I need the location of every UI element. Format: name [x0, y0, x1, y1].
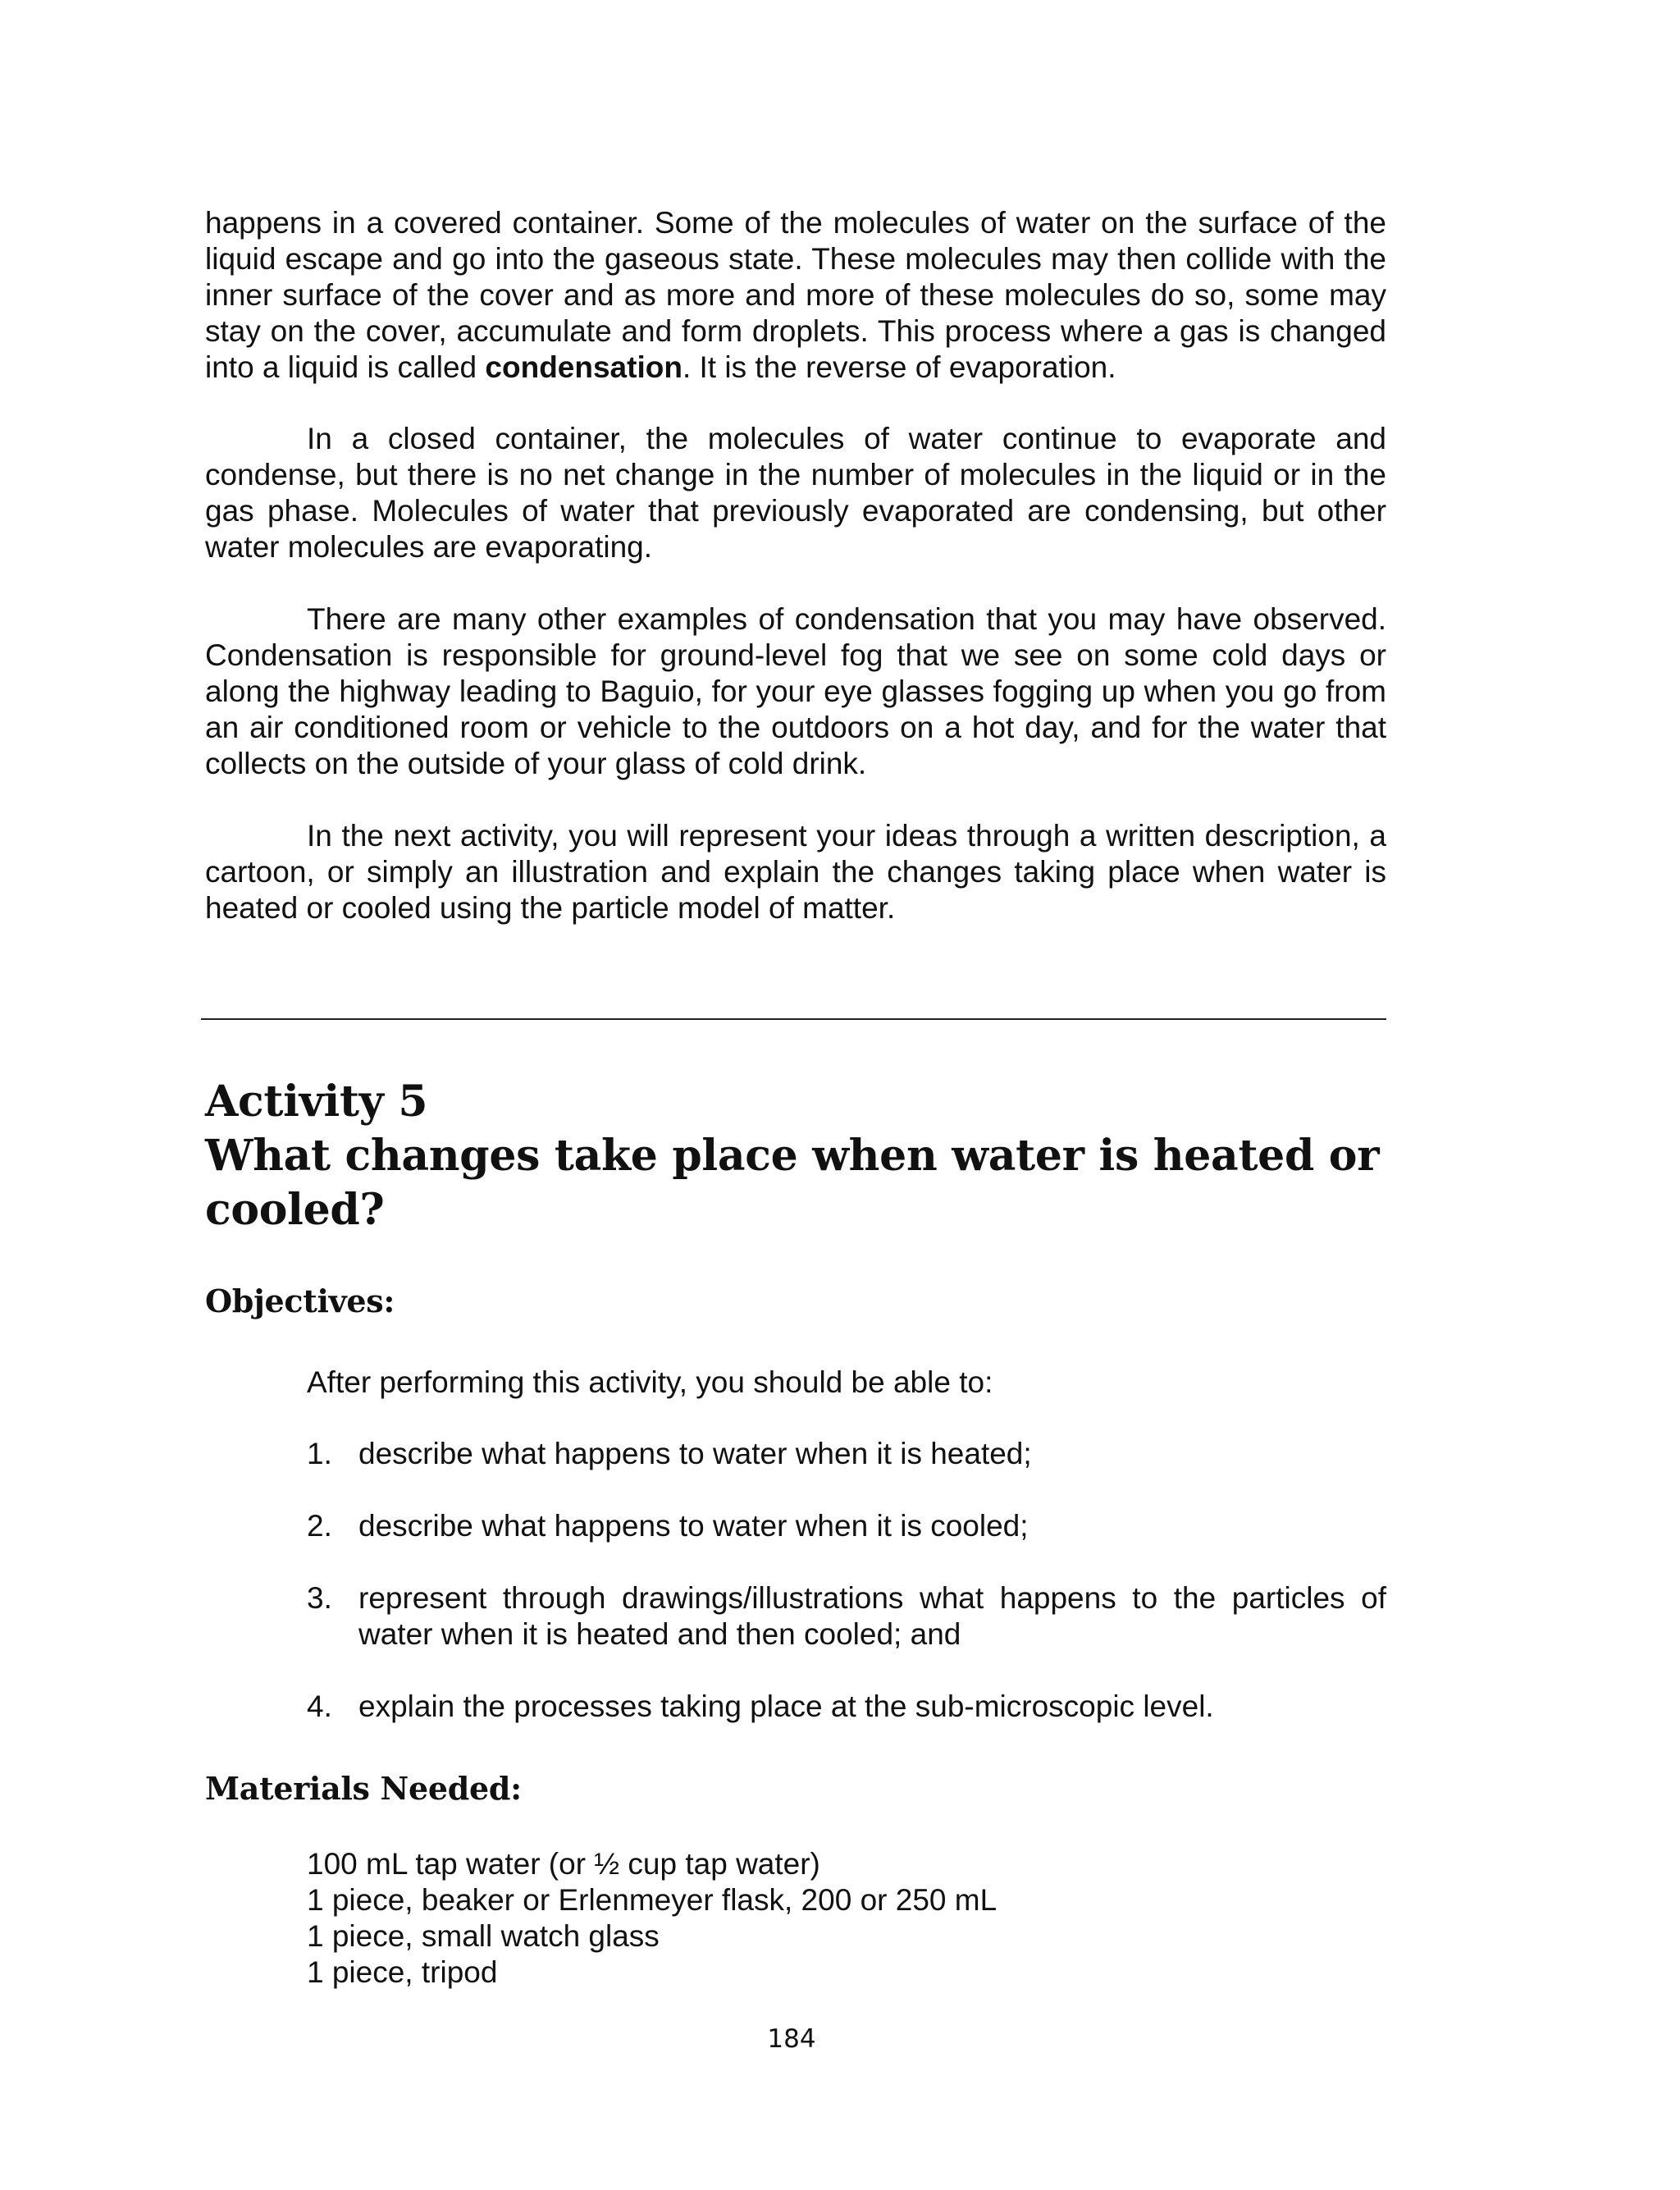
paragraph-next-activity: In the next activity, you will represent your ideas through a written description, a cartoon, or simply an illustration and explain the changes taking place when water is heated or cooled using the particle model of matter.: [205, 819, 1386, 925]
objective-number: 2.: [307, 1509, 332, 1543]
objective-number: 1.: [307, 1437, 332, 1470]
objective-item: [307, 1508, 1386, 1544]
objective-text: explain the processes taking place at the sub-microscopic level.: [358, 1689, 1214, 1723]
material-item: 1 piece, beaker or Erlenmeyer flask, 200 or 250 mL: [307, 1883, 998, 1917]
objectives-heading: Objectives:: [205, 1282, 395, 1319]
materials-list: [307, 1846, 997, 1991]
paragraph-condensation: [205, 205, 1386, 386]
paragraph-text: happens in a covered container. Some of the molecules of water on the surface of the liquid escape and go into the gaseous state. These molecules may then collide with the inner surface of the cover and as more and more of these molecules do so, some may stay on the cover, accumulate and form droplets. This process where a gas is changed into a liquid is called: [205, 206, 1386, 384]
paragraph-closed-container: In a closed container, the molecules of water continue to evaporate and condense, but there is no net change in the number of molecules in the liquid or in the gas phase. Molecules of water that previously evaporated are condensing, but other water molecules are evaporating.: [205, 422, 1386, 564]
material-item: 100 mL tap water (or ½ cup tap water): [307, 1847, 820, 1881]
paragraph-text: . It is the reverse of evaporation.: [682, 350, 1116, 384]
objective-text: describe what happens to water when it is heated;: [358, 1437, 1032, 1470]
objective-text: represent through drawings/illustrations what happens to the particles of water when it is heated and then cooled; and: [358, 1581, 1386, 1651]
objectives-intro: After performing this activity, you should be able to:: [307, 1365, 993, 1399]
page-number: 184: [767, 2024, 816, 2054]
objective-item: [307, 1436, 1386, 1472]
objectives-list: [307, 1436, 1386, 1761]
section-divider: [201, 1018, 1386, 1020]
objective-number: 4.: [307, 1689, 332, 1723]
activity-number: Activity 5: [205, 1077, 428, 1127]
materials-heading: Materials Needed:: [205, 1770, 522, 1807]
paragraph-condensation-examples: There are many other examples of condensation that you may have observed. Condensation is responsible for ground-level fog that we see on some cold days or along the highway leading to Baguio, for your eye glasses fogging up when you go from an air conditioned room or vehicle to the outdoors on a hot day, and for the water that collects on the outside of your glass of cold drink.: [205, 602, 1386, 780]
material-item: 1 piece, tripod: [307, 1955, 498, 1989]
objective-item: [307, 1689, 1386, 1725]
activity-title: What changes take place when water is heated or cooled?: [205, 1131, 1380, 1235]
bold-term-condensation: condensation: [485, 350, 682, 384]
objective-number: 3.: [307, 1581, 332, 1615]
material-item: 1 piece, small watch glass: [307, 1919, 660, 1953]
objective-item: [307, 1580, 1386, 1653]
objective-text: describe what happens to water when it is cooled;: [358, 1509, 1029, 1543]
activity-heading: [205, 1075, 1403, 1237]
